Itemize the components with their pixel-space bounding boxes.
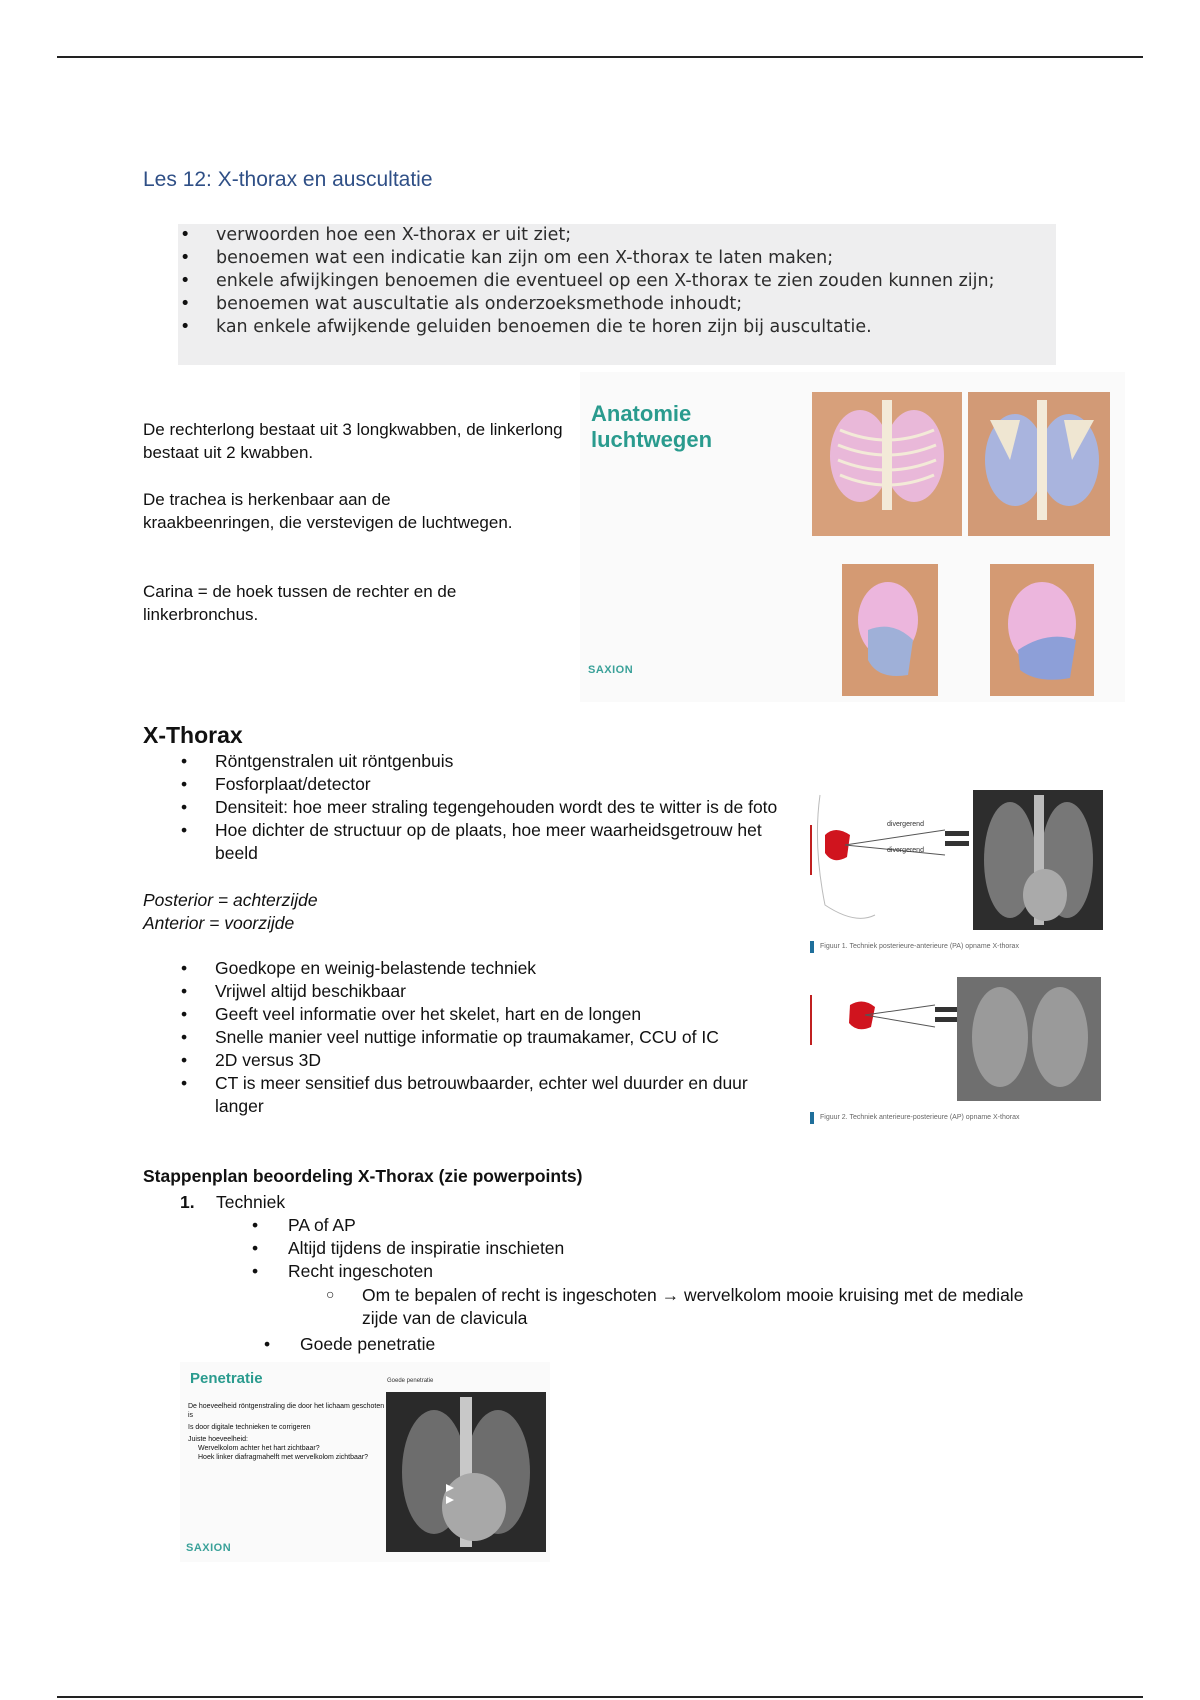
list-item: Is door digitale technieken te corrigeren [188,1424,311,1431]
xthorax-list-1 [143,750,783,865]
footer-rule [57,1696,1143,1698]
list-item: • Fosforplaat/detector [143,773,783,796]
anatomy-lateral-images [838,560,1118,700]
anatomy-slide [580,372,1125,702]
list-item: • PA of AP [252,1214,852,1237]
figure-pa-xray [805,785,1110,960]
saxion-logo: SAXION [186,1542,232,1554]
saxion-logo: SAXION [588,664,634,676]
step-number: 1. [180,1192,195,1212]
learning-goals [178,224,1056,365]
step-label: Techniek [216,1192,286,1212]
anterior-definition: Anterior = voorzijde [143,913,295,933]
list-item: • Vrijwel altijd beschikbaar [143,980,783,1003]
figure-2-caption: Figuur 2. Techniek anterieure-posterieure (AP) opname X-thorax [820,1114,1020,1121]
list-item: Wervelkolom achter het hart zichtbaar? [198,1445,320,1452]
goal-item: • enkele afwijkingen benoemen die eventueel op een X-thorax te zien zouden kunnen zijn; [178,270,1056,293]
circle-bullet: ○ [326,1286,335,1302]
list-item: De hoeveelheid röntgenstraling die door het lichaam geschoten is [188,1403,385,1419]
caption-marker [810,1112,814,1124]
posterior-definition: Posterior = achterzijde [143,890,318,910]
list-item: • Snelle manier veel nuttige informatie op traumakamer, CCU of IC [143,1026,783,1049]
xthorax-list-2 [143,957,783,1118]
goal-item: • benoemen wat een indicatie kan zijn om een X-thorax te laten maken; [178,247,1056,270]
anatomy-paragraph-trachea: De trachea is herkenbaar aan de kraakbeenringen, die verstevigen de luchtwegen. [143,490,513,532]
section-title-stappenplan: Stappenplan beoordeling X-Thorax (zie powerpoints) [143,1166,583,1186]
figure-ap-xray [805,975,1110,1105]
fig1-label-b: divergerend [887,847,924,854]
header-rule [57,56,1143,58]
anatomy-paragraph-carina: Carina = de hoek tussen de rechter en de linkerbronchus. [143,582,457,624]
list-item: • CT is meer sensitief dus betrouwbaarder, echter wel duurder en duur langer [143,1072,783,1118]
penetratie-xray [386,1392,546,1552]
page-title: Les 12: X-thorax en auscultatie [143,168,433,191]
step-1-subitem: Om te bepalen of recht is ingeschoten → wervelkolom mooie kruising met de mediale zijde van de clavicula [362,1285,1024,1328]
goal-item: • benoemen wat auscultatie als onderzoeksmethode inhoudt; [178,293,1056,316]
figure-1-caption: Figuur 1. Techniek posterieure-anterieure (PA) opname X-thorax [820,943,1019,950]
step-1-more [264,1333,764,1356]
list-item: • Röntgenstralen uit röntgenbuis [143,750,783,773]
penetratie-bullets [188,1402,388,1462]
list-item: • Densiteit: hoe meer straling tegengehouden wordt des te witter is de foto [143,796,783,819]
step-1 [180,1191,580,1214]
goal-item: • verwoorden hoe een X-thorax er uit ziet; [178,224,1056,247]
image-label: Goede penetratie [387,1378,434,1384]
list-item: Juiste hoeveelheid: [188,1436,248,1443]
step-1-items [252,1214,852,1283]
slide-title: Penetratie [190,1370,263,1387]
list-item: • Goedkope en weinig-belastende techniek [143,957,783,980]
goal-item: • kan enkele afwijkende geluiden benoemen die te horen zijn bij auscultatie. [178,316,1056,339]
list-item: • Altijd tijdens de inspiratie inschieten [252,1237,852,1260]
penetratie-slide [180,1362,550,1562]
list-item: • Goede penetratie [264,1333,764,1356]
section-title-xthorax: X-Thorax [143,722,243,748]
slide-title: Anatomie luchtwegen [591,401,713,452]
anatomy-paragraph-lungs: De rechterlong bestaat uit 3 longkwabben, de linkerlong bestaat uit 2 kwabben. [143,420,563,462]
list-item: • Geeft veel informatie over het skelet, hart en de longen [143,1003,783,1026]
list-item: • Recht ingeschoten [252,1260,852,1283]
anatomy-torso-images [810,390,1110,542]
caption-marker [810,941,814,953]
fig1-label-a: divergerend [887,821,924,828]
list-item: Hoek linker diafragmahelft met wervelkolom zichtbaar? [198,1454,369,1461]
list-item: • 2D versus 3D [143,1049,783,1072]
list-item: • Hoe dichter de structuur op de plaats, hoe meer waarheidsgetrouw het beeld [143,819,783,865]
